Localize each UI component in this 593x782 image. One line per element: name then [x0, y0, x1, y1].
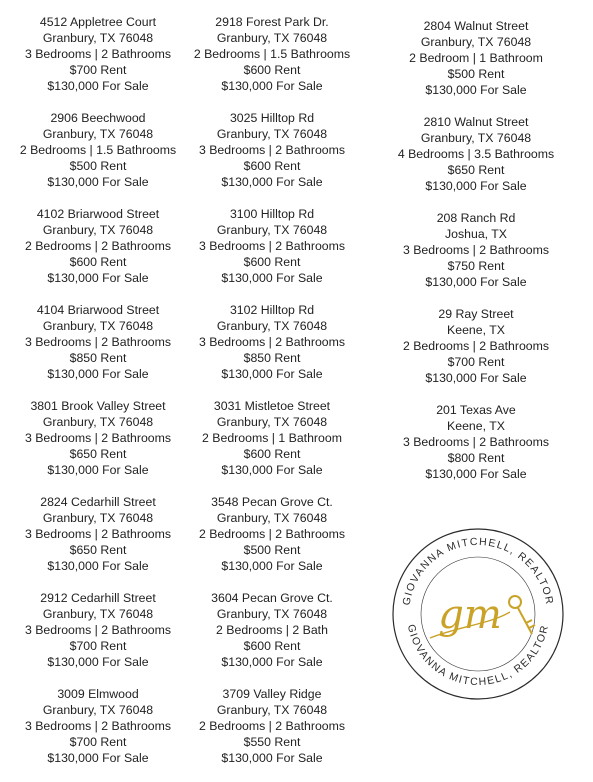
listing-rooms: 2 Bedrooms | 2 Bathrooms — [402, 339, 550, 353]
listing-rooms: 3 Bedrooms | 2 Bathrooms — [24, 527, 172, 541]
listing-card — [174, 494, 370, 590]
listing-rent: $500 Rent — [69, 159, 127, 173]
listing-city: Granbury, TX 76048 — [42, 127, 154, 141]
listing-sale: $130,000 For Sale — [221, 751, 323, 765]
listing-city: Granbury, TX 76048 — [216, 511, 328, 525]
logo-bottom-text: GIOVANNA MITCHELL, REALTOR — [404, 623, 552, 689]
listing-sale: $130,000 For Sale — [47, 271, 149, 285]
listing-city: Keene, TX — [447, 419, 505, 433]
monogram: gm — [438, 592, 502, 638]
listing-card — [174, 302, 370, 398]
listing-city: Granbury, TX 76048 — [42, 703, 154, 717]
listing-city: Granbury, TX 76048 — [420, 35, 532, 49]
listing-city: Granbury, TX 76048 — [42, 223, 154, 237]
listing-rooms: 3 Bedrooms | 2 Bathrooms — [24, 431, 172, 445]
listing-address: 3548 Pecan Grove Ct. — [211, 495, 333, 509]
listing-rooms: 3 Bedrooms | 2 Bathrooms — [24, 335, 172, 349]
listing-card — [174, 590, 370, 686]
listing-rent: $550 Rent — [243, 735, 301, 749]
listing-sale: $130,000 For Sale — [221, 175, 323, 189]
listing-city: Granbury, TX 76048 — [216, 31, 328, 45]
key-icon — [509, 596, 535, 634]
listing-rooms: 2 Bedrooms | 1.5 Bathrooms — [193, 47, 351, 61]
listing-card — [378, 306, 574, 402]
listing-rent: $750 Rent — [447, 259, 505, 273]
listing-sale: $130,000 For Sale — [47, 751, 149, 765]
listing-address: 2804 Walnut Street — [423, 19, 529, 33]
listing-card — [0, 494, 196, 590]
listing-city: Joshua, TX — [445, 227, 507, 241]
listing-rooms: 3 Bedrooms | 2 Bathrooms — [198, 335, 346, 349]
listing-card — [0, 302, 196, 398]
listing-rent: $650 Rent — [69, 447, 127, 461]
listing-sale: $130,000 For Sale — [425, 275, 527, 289]
listing-card — [174, 14, 370, 110]
listing-address: 3009 Elmwood — [57, 687, 139, 701]
listing-sale: $130,000 For Sale — [221, 463, 323, 477]
listing-sale: $130,000 For Sale — [425, 467, 527, 481]
listing-address: 2824 Cedarhill Street — [40, 495, 156, 509]
listing-rent: $600 Rent — [243, 255, 301, 269]
listing-rooms: 3 Bedrooms | 2 Bathrooms — [198, 143, 346, 157]
listing-city: Granbury, TX 76048 — [216, 319, 328, 333]
listing-card — [0, 110, 196, 206]
listing-sale: $130,000 For Sale — [425, 83, 527, 97]
listing-rooms: 3 Bedrooms | 2 Bathrooms — [24, 719, 172, 733]
listing-address: 2810 Walnut Street — [423, 115, 529, 129]
listing-rent: $700 Rent — [69, 63, 127, 77]
listing-card — [378, 18, 574, 114]
listing-card — [174, 398, 370, 494]
listing-rent: $600 Rent — [243, 639, 301, 653]
listing-card — [0, 590, 196, 686]
listing-rent: $700 Rent — [69, 735, 127, 749]
listing-rent: $700 Rent — [69, 639, 127, 653]
listing-rooms: 3 Bedrooms | 2 Bathrooms — [402, 435, 550, 449]
listing-sale: $130,000 For Sale — [425, 179, 527, 193]
listing-rent: $600 Rent — [243, 63, 301, 77]
listing-city: Granbury, TX 76048 — [216, 415, 328, 429]
listing-sale: $130,000 For Sale — [47, 655, 149, 669]
listing-address: 3025 Hilltop Rd — [229, 111, 315, 125]
listing-rooms: 3 Bedrooms | 2 Bathrooms — [24, 47, 172, 61]
listing-sale: $130,000 For Sale — [47, 79, 149, 93]
realtor-seal — [390, 526, 566, 702]
listing-city: Granbury, TX 76048 — [216, 223, 328, 237]
listing-address: 208 Ranch Rd — [436, 211, 516, 225]
listing-rooms: 2 Bedrooms | 2 Bath — [216, 623, 328, 637]
listing-city: Granbury, TX 76048 — [42, 511, 154, 525]
listing-rent: $600 Rent — [243, 447, 301, 461]
listing-sale: $130,000 For Sale — [425, 371, 527, 385]
listing-rooms: 2 Bedrooms | 2 Bathrooms — [198, 719, 346, 733]
listing-address: 3102 Hilltop Rd — [229, 303, 315, 317]
listing-address: 4512 Appletree Court — [39, 15, 157, 29]
listings-column-3 — [378, 18, 574, 498]
listing-rooms: 2 Bedrooms | 2 Bathrooms — [24, 239, 172, 253]
listing-city: Granbury, TX 76048 — [42, 31, 154, 45]
listing-sale: $130,000 For Sale — [47, 463, 149, 477]
listing-rent: $600 Rent — [243, 159, 301, 173]
listing-address: 2918 Forest Park Dr. — [215, 15, 329, 29]
logo-top-text: GIOVANNA MITCHELL, REALTOR — [400, 535, 556, 607]
listing-rent: $650 Rent — [447, 163, 505, 177]
listing-rent: $800 Rent — [447, 451, 505, 465]
listing-rooms: 3 Bedrooms | 2 Bathrooms — [198, 239, 346, 253]
listing-city: Granbury, TX 76048 — [216, 127, 328, 141]
listing-rooms: 3 Bedrooms | 2 Bathrooms — [24, 623, 172, 637]
listing-rooms: 2 Bedroom | 1 Bathroom — [409, 51, 543, 65]
listing-card — [0, 398, 196, 494]
listing-rooms: 2 Bedrooms | 2 Bathrooms — [198, 527, 346, 541]
listing-address: 4102 Briarwood Street — [36, 207, 160, 221]
listing-sale: $130,000 For Sale — [221, 559, 323, 573]
listing-card — [0, 206, 196, 302]
listing-address: 3031 Mistletoe Street — [213, 399, 331, 413]
listing-rent: $850 Rent — [243, 351, 301, 365]
listing-address: 3604 Pecan Grove Ct. — [211, 591, 333, 605]
listing-sale: $130,000 For Sale — [221, 271, 323, 285]
listing-rooms: 3 Bedrooms | 2 Bathrooms — [402, 243, 550, 257]
listing-city: Keene, TX — [447, 323, 505, 337]
listing-address: 3100 Hilltop Rd — [229, 207, 315, 221]
listing-card — [174, 110, 370, 206]
listing-sale: $130,000 For Sale — [47, 367, 149, 381]
listings-column-1 — [0, 14, 196, 782]
listing-city: Granbury, TX 76048 — [42, 415, 154, 429]
listing-address: 4104 Briarwood Street — [36, 303, 160, 317]
listing-address: 29 Ray Street — [438, 307, 514, 321]
listing-card — [174, 206, 370, 302]
listing-sale: $130,000 For Sale — [221, 79, 323, 93]
listing-rent: $700 Rent — [447, 355, 505, 369]
listing-card — [378, 210, 574, 306]
listing-address: 3801 Brook Valley Street — [30, 399, 166, 413]
listing-sale: $130,000 For Sale — [47, 175, 149, 189]
realtor-logo — [390, 526, 566, 702]
listing-sale: $130,000 For Sale — [221, 367, 323, 381]
listing-city: Granbury, TX 76048 — [42, 607, 154, 621]
listing-city: Granbury, TX 76048 — [216, 703, 328, 717]
listing-card — [378, 402, 574, 498]
listing-city: Granbury, TX 76048 — [216, 607, 328, 621]
listing-city: Granbury, TX 76048 — [420, 131, 532, 145]
listing-card — [378, 114, 574, 210]
listing-city: Granbury, TX 76048 — [42, 319, 154, 333]
listing-rent: $850 Rent — [69, 351, 127, 365]
listing-rent: $650 Rent — [69, 543, 127, 557]
listing-address: 201 Texas Ave — [436, 403, 516, 417]
listing-rooms: 2 Bedrooms | 1 Bathroom — [202, 431, 342, 445]
listing-rent: $500 Rent — [243, 543, 301, 557]
listing-sale: $130,000 For Sale — [47, 559, 149, 573]
listing-card — [0, 14, 196, 110]
listing-address: 2912 Cedarhill Street — [40, 591, 156, 605]
listing-rent: $600 Rent — [69, 255, 127, 269]
listings-column-2 — [174, 14, 370, 782]
listing-rent: $500 Rent — [447, 67, 505, 81]
listing-address: 3709 Valley Ridge — [222, 687, 322, 701]
listing-rooms: 4 Bedrooms | 3.5 Bathrooms — [397, 147, 555, 161]
listing-address: 2906 Beechwood — [50, 111, 146, 125]
listing-rooms: 2 Bedrooms | 1.5 Bathrooms — [19, 143, 177, 157]
listing-sale: $130,000 For Sale — [221, 655, 323, 669]
